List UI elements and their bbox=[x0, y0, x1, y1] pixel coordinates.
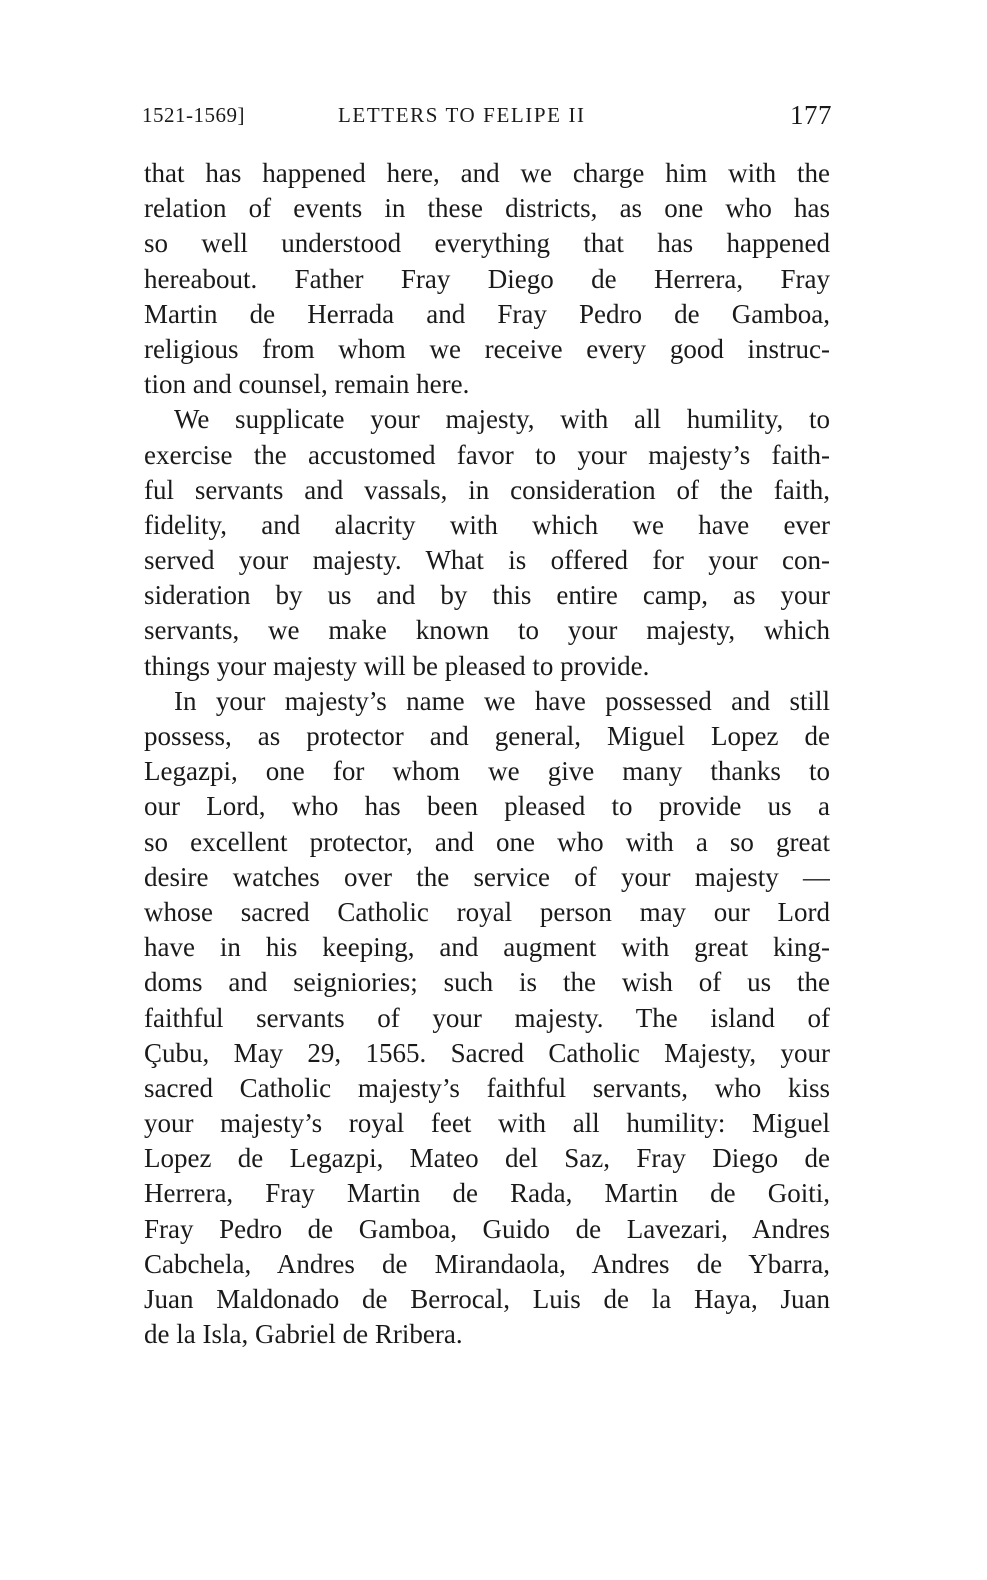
text-line: so excellent protector, and one who with a so great bbox=[144, 826, 830, 857]
paragraph bbox=[144, 156, 830, 402]
text-line: relation of events in these districts, as one who has bbox=[144, 193, 830, 224]
text-line: Legazpi, one for whom we give many thanks to bbox=[144, 756, 830, 787]
text-line: In your majesty’s name we have possessed and still bbox=[174, 685, 830, 716]
text-line: faithful servants of your majesty. The island of bbox=[144, 1002, 830, 1033]
text-line: Çubu, May 29, 1565. Sacred Catholic Majesty, your bbox=[144, 1037, 830, 1068]
text-line: served your majesty. What is offered for your con- bbox=[144, 545, 830, 576]
text-line: We supplicate your majesty, with all humility, to bbox=[174, 404, 830, 435]
text-line: that has happened here, and we charge him with the bbox=[144, 158, 830, 188]
text-line: whose sacred Catholic royal person may our Lord bbox=[144, 896, 830, 927]
text-line: exercise the accustomed favor to your majesty’s faith- bbox=[144, 439, 830, 470]
text-line: Cabchela, Andres de Mirandaola, Andres de Ybarra, bbox=[144, 1248, 830, 1279]
date-range: 1521-1569] bbox=[142, 103, 245, 127]
text-line: sacred Catholic majesty’s faithful servants, who kiss bbox=[144, 1072, 830, 1103]
text-line: doms and seigniories; such is the wish of us the bbox=[144, 967, 830, 998]
running-title: LETTERS TO FELIPE II bbox=[338, 103, 586, 127]
text-line: sideration by us and by this entire camp, as your bbox=[144, 580, 830, 611]
text-line: our Lord, who has been pleased to provide us a bbox=[144, 791, 830, 822]
text-line: tion and counsel, remain here. bbox=[144, 369, 470, 400]
text-line: de la Isla, Gabriel de Rribera. bbox=[144, 1319, 463, 1350]
paragraph bbox=[144, 684, 830, 1353]
text-line: so well understood everything that has happened bbox=[144, 228, 830, 259]
paragraph bbox=[144, 402, 830, 684]
text-line: things your majesty will be pleased to provide. bbox=[144, 650, 650, 681]
text-line: have in his keeping, and augment with great king- bbox=[144, 932, 830, 963]
text-line: ful servants and vassals, in consideration of the faith, bbox=[144, 474, 830, 505]
page-number: 177 bbox=[790, 100, 832, 130]
text-line: Lopez de Legazpi, Mateo del Saz, Fray Diego de bbox=[144, 1143, 830, 1174]
text-line: hereabout. Father Fray Diego de Herrera, Fray bbox=[144, 263, 830, 294]
text-line: servants, we make known to your majesty, which bbox=[144, 615, 830, 646]
text-line: Fray Pedro de Gamboa, Guido de Lavezari, Andres bbox=[144, 1213, 830, 1244]
text-line: fidelity, and alacrity with which we have ever bbox=[144, 509, 830, 540]
page-body bbox=[144, 156, 830, 1352]
text-line: possess, as protector and general, Miguel Lopez de bbox=[144, 721, 830, 751]
text-line: religious from whom we receive every good instruc- bbox=[144, 333, 830, 364]
text-line: your majesty’s royal feet with all humility: Miguel bbox=[144, 1108, 830, 1139]
running-header bbox=[142, 100, 832, 137]
text-line: Martin de Herrada and Fray Pedro de Gamboa, bbox=[144, 298, 830, 329]
text-line: Juan Maldonado de Berrocal, Luis de la Haya, Juan bbox=[144, 1284, 830, 1314]
text-line: desire watches over the service of your majesty — bbox=[144, 861, 830, 892]
text-line: Herrera, Fray Martin de Rada, Martin de Goiti, bbox=[144, 1178, 830, 1209]
